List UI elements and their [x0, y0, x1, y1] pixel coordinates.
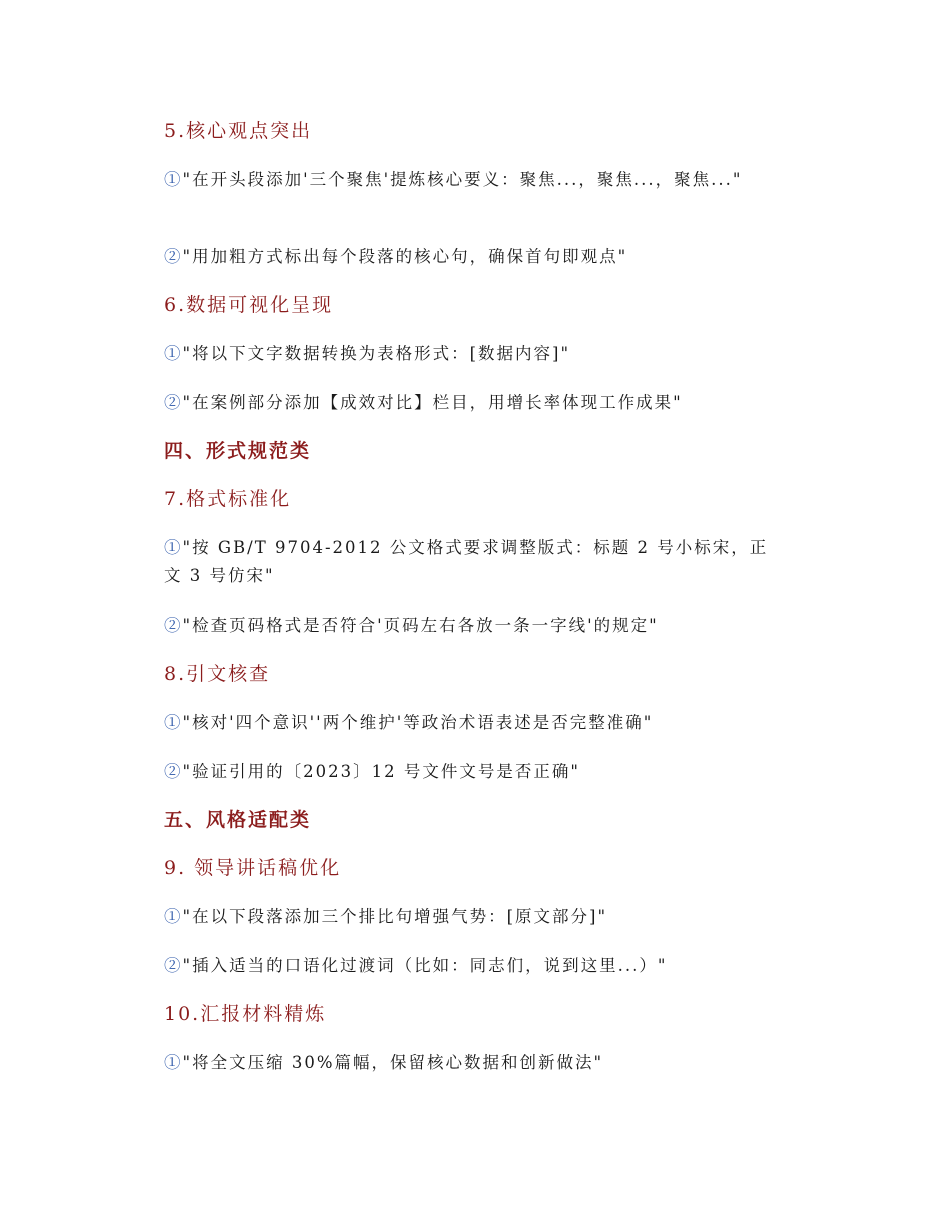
circled-two-marker: ②: [164, 762, 183, 781]
item-text: "将全文压缩 30%篇幅，保留核心数据和创新做法": [182, 1053, 604, 1072]
list-item-10-1: [164, 1049, 784, 1077]
item-text: "在以下段落添加三个排比句增强气势：[原文部分]": [182, 907, 608, 926]
circled-one-marker: ①: [164, 170, 183, 189]
list-item-6-2: [164, 389, 784, 417]
circled-one-marker: ①: [164, 713, 183, 732]
list-item-9-2: [164, 952, 784, 980]
list-item-8-1: [164, 709, 784, 737]
circled-one-marker: ①: [164, 907, 183, 926]
subheading-6: 6.数据可视化呈现: [164, 294, 334, 316]
subheading-9: 9. 领导讲话稿优化: [164, 857, 342, 879]
item-text: "用加粗方式标出每个段落的核心句，确保首句即观点": [182, 247, 628, 266]
item-text: "检查页码格式是否符合'页码左右各放一条一字线'的规定": [182, 616, 659, 635]
list-item-7-2: [164, 612, 784, 640]
item-text: "按 GB/T 9704-2012 公文格式要求调整版式：标题 2 号小标宋，正文 3 号仿宋": [164, 538, 769, 585]
list-item-8-2: [164, 758, 784, 786]
item-text: "插入适当的口语化过渡词（比如：同志们，说到这里...）": [182, 956, 668, 975]
section-heading-4: 四、形式规范类: [164, 440, 312, 462]
list-item-9-1: [164, 903, 784, 931]
circled-two-marker: ②: [164, 393, 183, 412]
subheading-5: 5.核心观点突出: [164, 120, 313, 142]
subheading-8: 8.引文核查: [164, 663, 271, 685]
item-text: "在开头段添加'三个聚焦'提炼核心要义：聚焦...，聚焦...，聚焦...": [182, 170, 743, 189]
item-text: "将以下文字数据转换为表格形式：[数据内容]": [182, 344, 571, 363]
item-text: "在案例部分添加【成效对比】栏目，用增长率体现工作成果": [182, 393, 683, 412]
list-item-5-1: [164, 166, 784, 194]
list-item-7-1: [164, 534, 784, 590]
circled-one-marker: ①: [164, 1053, 183, 1072]
circled-two-marker: ②: [164, 616, 183, 635]
circled-two-marker: ②: [164, 956, 183, 975]
circled-two-marker: ②: [164, 247, 183, 266]
list-item-6-1: [164, 340, 784, 368]
section-heading-5: 五、风格适配类: [164, 809, 312, 831]
circled-one-marker: ①: [164, 538, 183, 557]
item-text: "核对'四个意识''两个维护'等政治术语表述是否完整准确": [182, 713, 654, 732]
circled-one-marker: ①: [164, 344, 183, 363]
subheading-7: 7.格式标准化: [164, 488, 292, 510]
subheading-10: 10.汇报材料精炼: [164, 1003, 327, 1025]
list-item-5-2: [164, 243, 784, 271]
item-text: "验证引用的〔2023〕12 号文件文号是否正确": [182, 762, 580, 781]
